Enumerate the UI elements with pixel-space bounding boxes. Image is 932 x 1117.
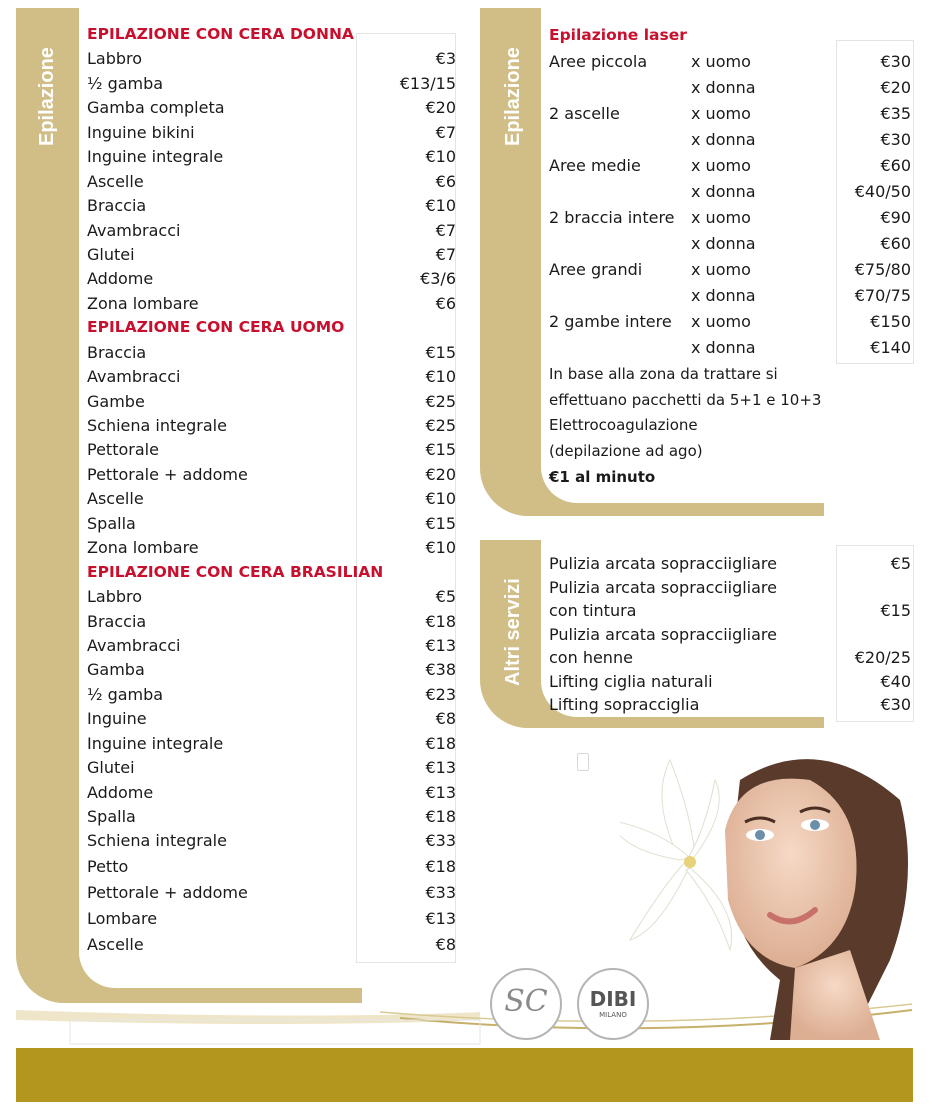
cera-price-row	[87, 74, 456, 98]
laser-price: €150	[870, 312, 911, 331]
service-price: €10	[425, 367, 456, 387]
cera-price-row	[87, 465, 456, 489]
altri-servizi-vertical-label: Altri servizi	[502, 578, 524, 686]
cera-price-row	[87, 807, 456, 831]
service-name: Braccia	[87, 342, 147, 362]
service-price: €10	[425, 538, 456, 558]
altri-service-text: con tintura	[549, 601, 637, 620]
altri-service-text: Lifting sopracciglia	[549, 695, 700, 714]
service-name: Labbro	[87, 49, 143, 69]
service-price: €20	[425, 98, 456, 118]
cera-price-row	[87, 269, 456, 293]
service-name: Gambe	[87, 391, 145, 411]
laser-price: €140	[870, 338, 911, 357]
laser-price: €20	[880, 78, 911, 97]
laser-gender: x uomo	[691, 312, 751, 331]
decorative-glyph-icon	[577, 753, 589, 771]
service-price: €7	[435, 220, 456, 240]
service-price: €38	[425, 660, 456, 680]
altri-service-text: Pulizia arcata sopracciigliare	[549, 577, 777, 597]
service-price: €10	[425, 147, 456, 167]
laser-price: €35	[880, 104, 911, 123]
laser-note-2: effettuano pacchetti da 5+1 e 10+3	[549, 391, 822, 409]
laser-area: Aree piccola	[549, 52, 648, 71]
service-price: €10	[425, 196, 456, 216]
laser-gender: x donna	[691, 234, 756, 253]
epilazione-vertical-label: Epilazione	[36, 47, 58, 146]
altri-service-text: con henne	[549, 648, 633, 667]
laser-gender: x uomo	[691, 156, 751, 175]
service-price: €5	[435, 587, 456, 607]
cera-price-row	[87, 909, 456, 935]
service-name: Inguine integrale	[87, 147, 224, 167]
laser-note-1: In base alla zona da trattare si	[549, 365, 778, 383]
service-name: Glutei	[87, 758, 135, 778]
service-name: Lombare	[87, 908, 158, 928]
laser-area: Aree medie	[549, 156, 641, 175]
service-price: €15	[425, 513, 456, 533]
cera-price-row	[87, 685, 456, 709]
service-price: €15	[425, 440, 456, 460]
laser-gender: x donna	[691, 182, 756, 201]
service-price: €18	[425, 733, 456, 753]
service-name: Braccia	[87, 611, 147, 631]
service-name: Pettorale + addome	[87, 883, 248, 903]
service-price: €10	[425, 489, 456, 509]
cera-price-row	[87, 123, 456, 147]
cera-price-row	[87, 147, 456, 171]
altri-service-price: €40	[880, 671, 911, 691]
service-price: €3/6	[420, 269, 456, 289]
service-price: €33	[425, 883, 456, 903]
cera-price-row	[87, 196, 456, 220]
service-price: €3	[435, 49, 456, 69]
cera-price-row	[87, 49, 456, 73]
service-price: €15	[425, 342, 456, 362]
sc-logo: SC	[490, 968, 562, 1040]
laser-gender: x donna	[691, 338, 756, 357]
cera-price-row	[87, 758, 456, 782]
cera-price-row	[87, 612, 456, 636]
altri-service-text: Pulizia arcata sopracciigliare	[549, 624, 777, 644]
laser-note-5: €1 al minuto	[549, 468, 656, 486]
altri-service-price: €20/25	[854, 648, 911, 667]
service-name: Glutei	[87, 244, 135, 264]
cera-price-row	[87, 587, 456, 611]
service-price: €18	[425, 611, 456, 631]
service-price: €13	[425, 782, 456, 802]
cera-price-row	[87, 538, 456, 562]
service-name: Avambracci	[87, 220, 181, 240]
laser-area: 2 braccia intere	[549, 208, 675, 227]
cera-price-row	[87, 831, 456, 857]
laser-gender: x uomo	[691, 208, 751, 227]
service-price: €18	[425, 857, 456, 877]
service-name: Labbro	[87, 587, 143, 607]
cera-price-row	[87, 514, 456, 538]
cera-price-row	[87, 489, 456, 513]
laser-gender: x uomo	[691, 104, 751, 123]
service-name: Gamba	[87, 660, 145, 680]
laser-price: €30	[880, 52, 911, 71]
cera-price-row	[87, 734, 456, 758]
service-name: ½ gamba	[87, 684, 164, 704]
service-price: €8	[435, 934, 456, 954]
service-name: Inguine	[87, 709, 147, 729]
cera-price-list	[87, 25, 456, 960]
service-price: €13	[425, 635, 456, 655]
laser-price: €40/50	[854, 182, 911, 201]
laser-price: €75/80	[854, 260, 911, 279]
altri-service-price: €30	[880, 695, 911, 714]
service-price: €13	[425, 758, 456, 778]
cera-price-row	[87, 783, 456, 807]
service-price: €13	[425, 908, 456, 928]
service-name: Ascelle	[87, 171, 144, 191]
cera-section-title: EPILAZIONE CON CERA UOMO	[87, 318, 345, 337]
service-name: Addome	[87, 269, 154, 289]
bottom-gold-band	[16, 1048, 913, 1102]
laser-area: 2 ascelle	[549, 104, 620, 123]
service-price: €6	[435, 293, 456, 313]
service-price: €13/15	[399, 73, 456, 93]
service-name: Pettorale + addome	[87, 464, 248, 484]
service-price: €25	[425, 391, 456, 411]
altri-service-price: €15	[880, 601, 911, 620]
cera-price-row	[87, 857, 456, 883]
service-price: €8	[435, 709, 456, 729]
cera-price-row	[87, 440, 456, 464]
service-name: Schiena integrale	[87, 831, 227, 851]
service-price: €23	[425, 684, 456, 704]
service-name: Avambracci	[87, 635, 181, 655]
service-price: €20	[425, 464, 456, 484]
service-name: Pettorale	[87, 440, 159, 460]
cera-price-row	[87, 392, 456, 416]
service-name: Ascelle	[87, 489, 144, 509]
woman-face-image	[620, 740, 920, 1050]
service-name: ½ gamba	[87, 73, 164, 93]
service-price: €7	[435, 122, 456, 142]
laser-note-3: Elettrocoagulazione	[549, 416, 698, 434]
service-price: €33	[425, 831, 456, 851]
cera-price-row	[87, 172, 456, 196]
altri-service-price: €5	[890, 554, 911, 573]
service-name: Spalla	[87, 807, 136, 826]
service-name: Zona lombare	[87, 293, 199, 313]
service-name: Avambracci	[87, 367, 181, 387]
laser-gender: x donna	[691, 286, 756, 305]
cera-price-row	[87, 245, 456, 269]
cera-price-row	[87, 294, 456, 318]
service-name: Ascelle	[87, 934, 144, 954]
service-price: €18	[425, 807, 456, 826]
service-name: Inguine integrale	[87, 733, 224, 753]
laser-price: €70/75	[854, 286, 911, 305]
cera-price-row	[87, 660, 456, 684]
altri-service-text: Lifting ciglia naturali	[549, 671, 713, 691]
cera-section-title: EPILAZIONE CON CERA DONNA	[87, 25, 354, 43]
laser-note-4: (depilazione ad ago)	[549, 442, 703, 460]
cera-price-row	[87, 221, 456, 245]
laser-title: Epilazione laser	[549, 26, 687, 44]
service-name: Petto	[87, 857, 129, 877]
laser-gender: x donna	[691, 130, 756, 149]
service-name: Braccia	[87, 196, 147, 216]
altri-service-text: Pulizia arcata sopracciigliare	[549, 554, 777, 573]
service-name: Spalla	[87, 513, 136, 533]
cera-price-row	[87, 709, 456, 733]
service-price: €7	[435, 244, 456, 264]
laser-gender: x uomo	[691, 260, 751, 279]
service-name: Gamba completa	[87, 98, 225, 118]
laser-gender: x uomo	[691, 52, 751, 71]
laser-price: €60	[880, 234, 911, 253]
laser-area: Aree grandi	[549, 260, 643, 279]
cera-price-row	[87, 935, 456, 961]
laser-gender: x donna	[691, 78, 756, 97]
service-price: €6	[435, 171, 456, 191]
laser-price: €60	[880, 156, 911, 175]
laser-price: €30	[880, 130, 911, 149]
cera-price-row	[87, 367, 456, 391]
service-price: €25	[425, 416, 456, 435]
cera-price-row	[87, 636, 456, 660]
cera-price-row	[87, 416, 456, 440]
service-name: Zona lombare	[87, 538, 199, 558]
laser-price: €90	[880, 208, 911, 227]
laser-area: 2 gambe intere	[549, 312, 672, 331]
service-name: Addome	[87, 782, 154, 802]
service-name: Inguine bikini	[87, 122, 195, 142]
cera-price-row	[87, 883, 456, 909]
cera-price-row	[87, 343, 456, 367]
service-name: Schiena integrale	[87, 416, 227, 435]
laser-vertical-label: Epilazione	[502, 47, 524, 146]
dibi-milano-logo: DIBI MILANO	[577, 968, 649, 1040]
cera-section-title: EPILAZIONE CON CERA BRASILIAN	[87, 562, 384, 581]
cera-price-row	[87, 98, 456, 122]
